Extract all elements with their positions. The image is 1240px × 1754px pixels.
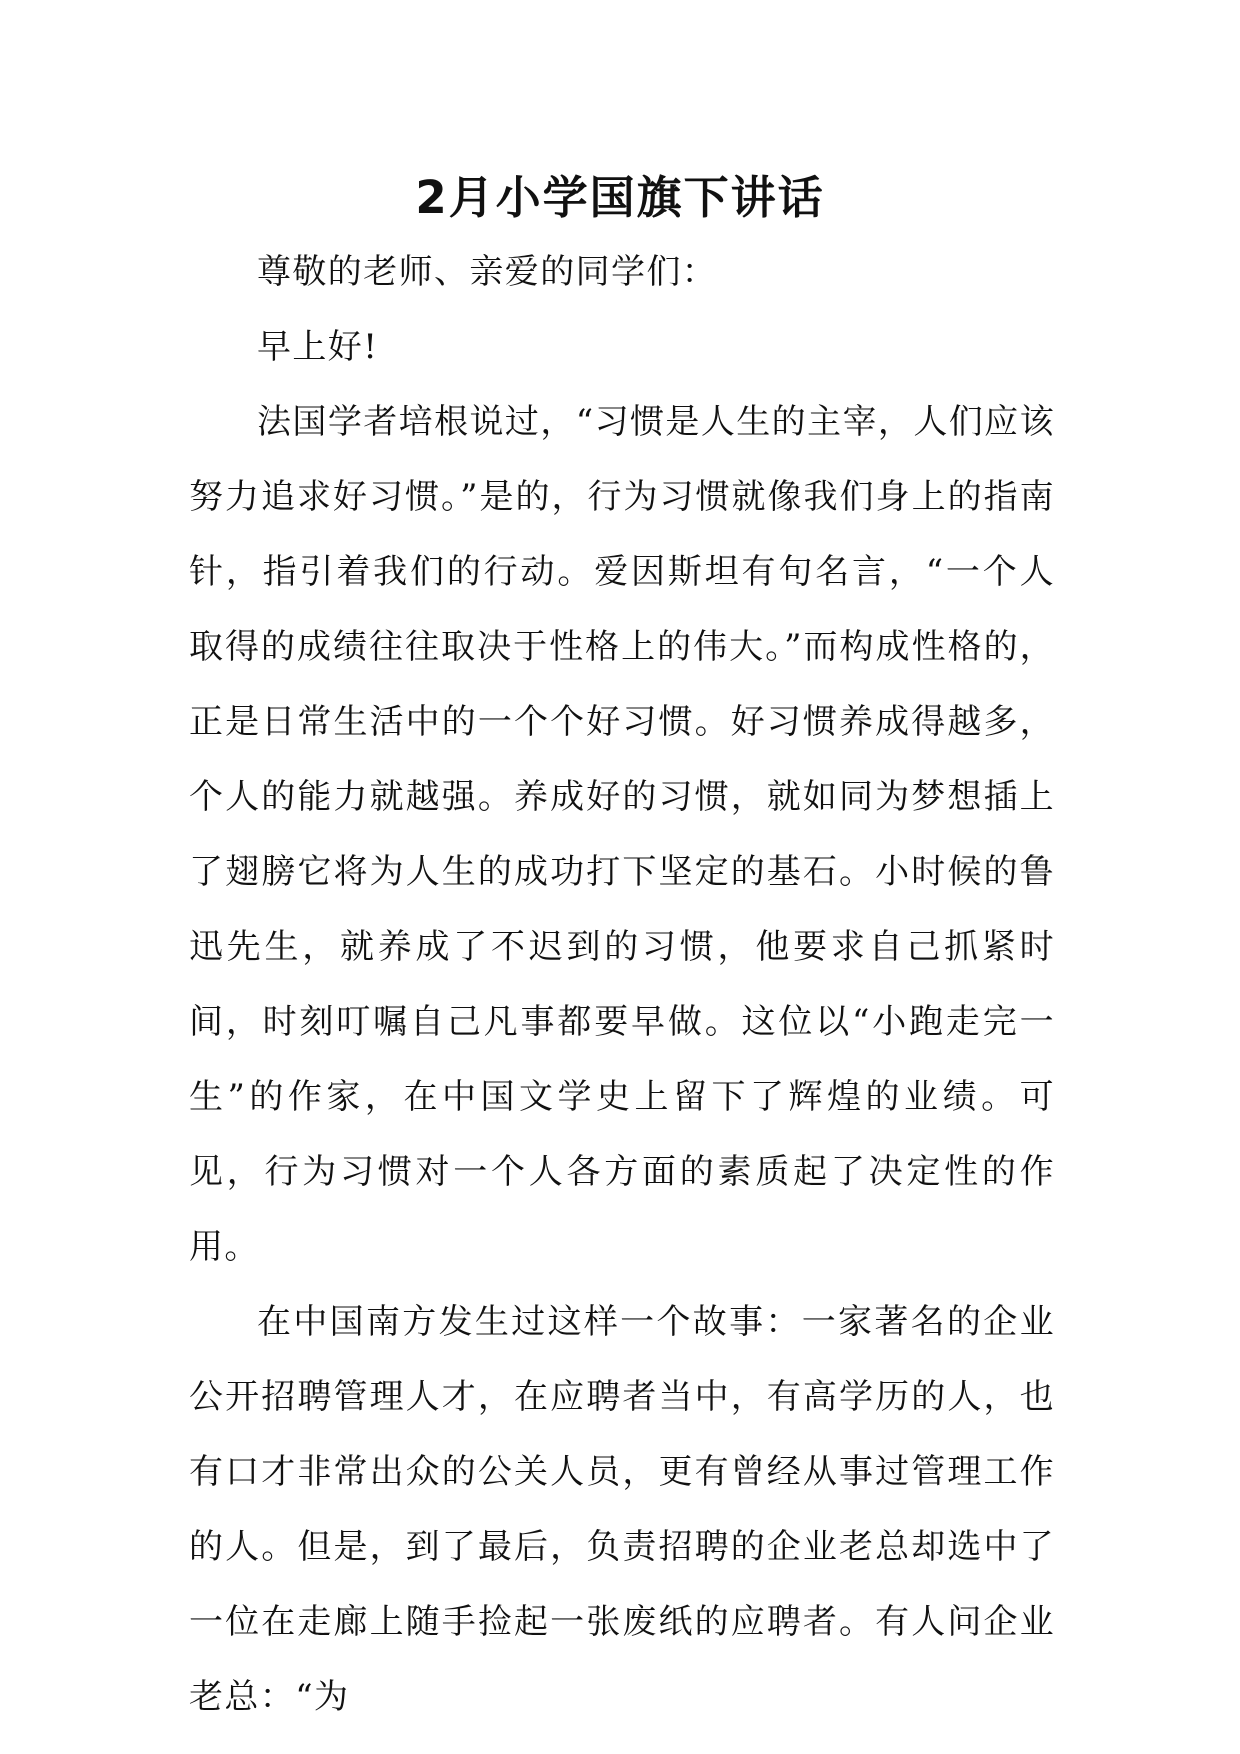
salutation-paragraph: 尊敬的老师、亲爱的同学们：: [257, 252, 718, 292]
body-paragraph-story: 在中国南方发生过这样一个故事：一家著名的企业公开招聘管理人才，在应聘者当中，有高学历的人，也有口才非常出众的公关人员，更有曾经从事过管理工作的人。但是，到了最后，负责招聘的企业老总却选中了一位在走廊上随手捡起一张废纸的应聘者。有人问企业老总：“为: [189, 1302, 1055, 1717]
greeting-paragraph: 早上好!: [257, 327, 379, 367]
document-body: [189, 235, 1055, 1735]
document-title: 2月小学国旗下讲话: [415, 171, 825, 224]
body-paragraph-habits: 法国学者培根说过，“习惯是人生的主宰，人们应该努力追求好习惯。”是的，行为习惯就像我们身上的指南针，指引着我们的行动。爱因斯坦有句名言，“一个人取得的成绩往往取决于性格上的伟大。”而构成性格的，正是日常生活中的一个个好习惯。好习惯养成得越多，个人的能力就越强。养成好的习惯，就如同为梦想插上了翅膀它将为人生的成功打下坚定的基石。小时候的鲁迅先生，就养成了不迟到的习惯，他要求自己抓紧时间，时刻叮嘱自己凡事都要早做。这位以“小跑走完一生”的作家，在中国文学史上留下了辉煌的业绩。可见，行为习惯对一个人各方面的素质起了决定性的作用。: [189, 402, 1055, 1267]
